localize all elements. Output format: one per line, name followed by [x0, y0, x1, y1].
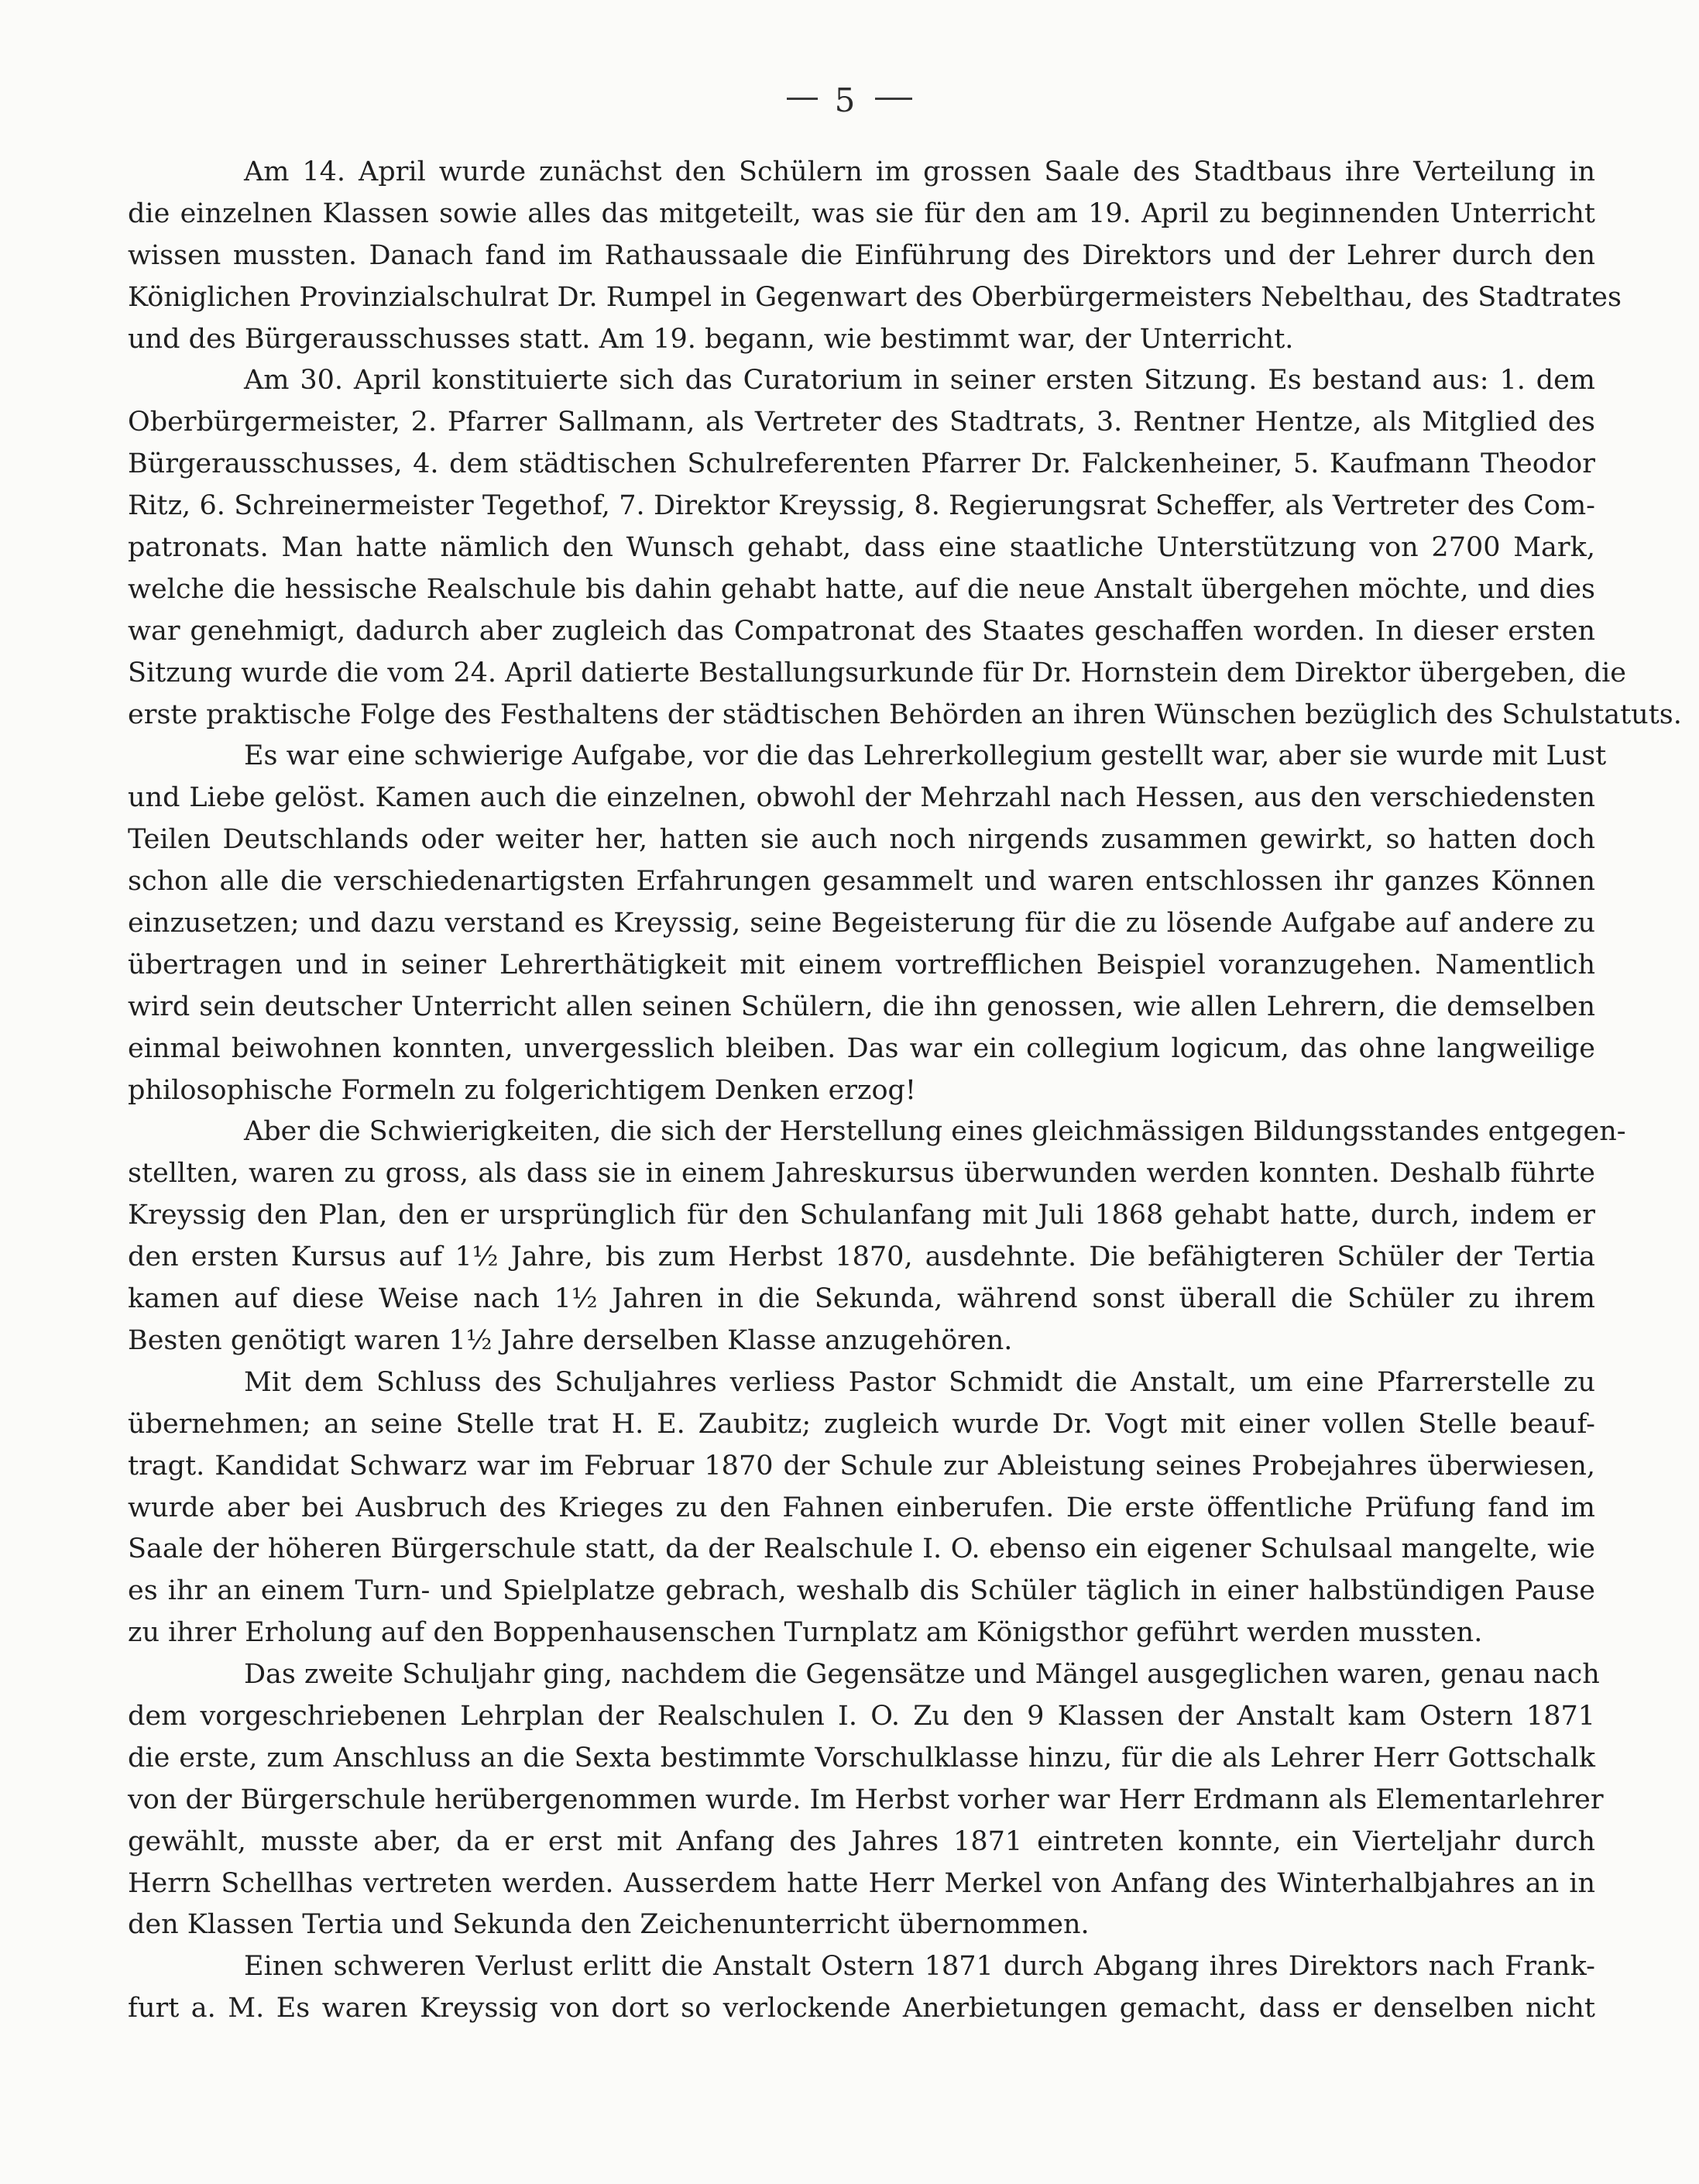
text-line: Kreyssig den Plan, den er ursprünglich für den Schulanfang mit Juli 1868 gehabt hatte, durch, indem er — [128, 1200, 1595, 1231]
text-line: Oberbürgermeister, 2. Pfarrer Sallmann, als Vertreter des Stadtrats, 3. Rentner Hentze, als Mitglied des — [128, 407, 1595, 438]
text-line: übertragen und in seiner Lehrerthätigkeit mit einem vortrefflichen Beispiel voranzugehen. Namentlich — [128, 949, 1595, 980]
text-line: Ritz, 6. Schreinermeister Tegethof, 7. Direktor Kreyssig, 8. Regierungsrat Scheffer, als Vertreter des Com- — [128, 490, 1595, 522]
text-line: von der Bürgerschule herübergenommen wurde. Im Herbst vorher war Herr Erdmann als Elementarlehrer — [128, 1784, 1604, 1815]
text-line: zu ihrer Erholung auf den Boppenhausenschen Turnplatz am Königsthor geführt werden mussten. — [128, 1617, 1483, 1649]
text-line: kamen auf diese Weise nach 1½ Jahren in die Sekunda, während sonst überall die Schüler zu ihrem — [128, 1283, 1595, 1315]
text-line: patronats. Man hatte nämlich den Wunsch gehabt, dass eine staatliche Unterstützung von 2700 Mark, — [128, 532, 1595, 564]
text-line: wissen mussten. Danach fand im Rathaussaale die Einführung des Direktors und der Lehrer durch den — [128, 239, 1595, 271]
body-text — [128, 152, 1682, 2030]
text-line: übernehmen; an seine Stelle trat H. E. Zaubitz; zugleich wurde Dr. Vogt mit einer vollen Stelle beauf- — [128, 1408, 1595, 1440]
text-line: Mit dem Schluss des Schuljahres verliess Pastor Schmidt die Anstalt, um eine Pfarrerstelle zu — [244, 1366, 1595, 1398]
text-line: die einzelnen Klassen sowie alles das mitgeteilt, was sie für den am 19. April zu beginnenden Unterricht — [128, 197, 1595, 229]
text-line: Aber die Schwierigkeiten, die sich der Herstellung eines gleichmässigen Bildungsstandes entgegen- — [244, 1116, 1626, 1148]
text-line: einmal beiwohnen konnten, unvergesslich bleiben. Das war ein collegium logicum, das ohne langweilige — [128, 1032, 1595, 1064]
text-line: war genehmigt, dadurch aber zugleich das Compatronat des Staates geschaffen worden. In dieser ersten — [128, 615, 1595, 647]
text-line: schon alle die verschiedenartigsten Erfahrungen gesammelt und waren entschlossen ihr ganzes Können — [128, 866, 1595, 898]
page-number: 5 — [834, 81, 859, 119]
text-line: Am 14. April wurde zunächst den Schülern im grossen Saale des Stadtbaus ihre Verteilung in — [244, 156, 1595, 187]
text-line: welche die hessische Realschule bis dahin gehabt hatte, auf die neue Anstalt übergehen möchte, und dies — [128, 573, 1595, 605]
text-line: erste praktische Folge des Festhaltens der städtischen Behörden an ihren Wünschen bezüglich des Schulstatuts. — [128, 699, 1682, 730]
text-line: Bürgerausschusses, 4. dem städtischen Schulreferenten Pfarrer Dr. Falckenheiner, 5. Kaufmann Theodor — [128, 448, 1595, 480]
text-line: den Klassen Tertia und Sekunda den Zeichenunterricht übernommen. — [128, 1909, 1090, 1941]
text-line: es ihr an einem Turn- und Spielplatze gebrach, weshalb dis Schüler täglich in einer halbstündigen Pause — [128, 1575, 1595, 1607]
text-line: gewählt, musste aber, da er erst mit Anfang des Jahres 1871 eintreten konnte, ein Vierteljahr durch — [128, 1825, 1595, 1857]
text-line: die erste, zum Anschluss an die Sexta bestimmte Vorschulklasse hinzu, für die als Lehrer Herr Gottschalk — [128, 1742, 1595, 1774]
text-line: furt a. M. Es waren Kreyssig von dort so verlockende Anerbietungen gemacht, dass er denselben nicht — [128, 1993, 1595, 2024]
text-line: und Liebe gelöst. Kamen auch die einzelnen, obwohl der Mehrzahl nach Hessen, aus den verschiedensten — [128, 782, 1595, 814]
text-line: Besten genötigt waren 1½ Jahre derselben Klasse anzugehören. — [128, 1324, 1013, 1356]
text-line: Teilen Deutschlands oder weiter her, hatten sie auch noch nirgends zusammen gewirkt, so hatten doch — [128, 824, 1595, 856]
text-line: philosophische Formeln zu folgerichtigem Denken erzog! — [128, 1074, 916, 1106]
text-line: tragt. Kandidat Schwarz war im Februar 1870 der Schule zur Ableistung seines Probejahres überwiesen, — [128, 1450, 1595, 1482]
text-line: Saale der höheren Bürgerschule statt, da der Realschule I. O. ebenso ein eigener Schulsaal mangelte, wie — [128, 1533, 1595, 1565]
text-line: einzusetzen; und dazu verstand es Kreyssig, seine Begeisterung für die zu lösende Aufgabe auf andere zu — [128, 908, 1595, 939]
text-line: Königlichen Provinzialschulrat Dr. Rumpel in Gegenwart des Oberbürgermeisters Nebelthau, des Stadtrates — [128, 281, 1622, 313]
text-line: stellten, waren zu gross, als dass sie in einem Jahreskursus überwunden werden konnten. Deshalb führte — [128, 1158, 1595, 1190]
page-header — [0, 81, 1699, 119]
text-line: wurde aber bei Ausbruch des Krieges zu den Fahnen einberufen. Die erste öffentliche Prüfung fand im — [128, 1492, 1595, 1523]
text-line: dem vorgeschriebenen Lehrplan der Realschulen I. O. Zu den 9 Klassen der Anstalt kam Ostern 1871 — [128, 1700, 1595, 1732]
text-line: wird sein deutscher Unterricht allen seinen Schülern, die ihn genossen, wie allen Lehrern, die demselben — [128, 991, 1595, 1022]
text-line: Herrn Schellhas vertreten werden. Ausserdem hatte Herr Merkel von Anfang des Winterhalbjahres an in — [128, 1867, 1595, 1899]
text-line: Am 30. April konstituierte sich das Curatorium in seiner ersten Sitzung. Es bestand aus: 1. dem — [244, 365, 1595, 397]
text-line: Einen schweren Verlust erlitt die Anstalt Ostern 1871 durch Abgang ihres Direktors nach Frank- — [244, 1951, 1595, 1983]
text-line: den ersten Kursus auf 1½ Jahre, bis zum Herbst 1870, ausdehnte. Die befähigteren Schüler der Tertia — [128, 1241, 1595, 1273]
header-dash-left — [787, 98, 818, 100]
text-line: Das zweite Schuljahr ging, nachdem die Gegensätze und Mängel ausgeglichen waren, genau nach — [244, 1659, 1600, 1691]
text-line: Es war eine schwierige Aufgabe, vor die das Lehrerkollegium gestellt war, aber sie wurde mit Lust — [244, 740, 1607, 772]
text-line: und des Bürgerausschusses statt. Am 19. begann, wie bestimmt war, der Unterricht. — [128, 323, 1294, 355]
text-line: Sitzung wurde die vom 24. April datierte Bestallungsurkunde für Dr. Hornstein dem Direktor übergeben, die — [128, 657, 1626, 689]
header-dash-right — [875, 98, 912, 100]
